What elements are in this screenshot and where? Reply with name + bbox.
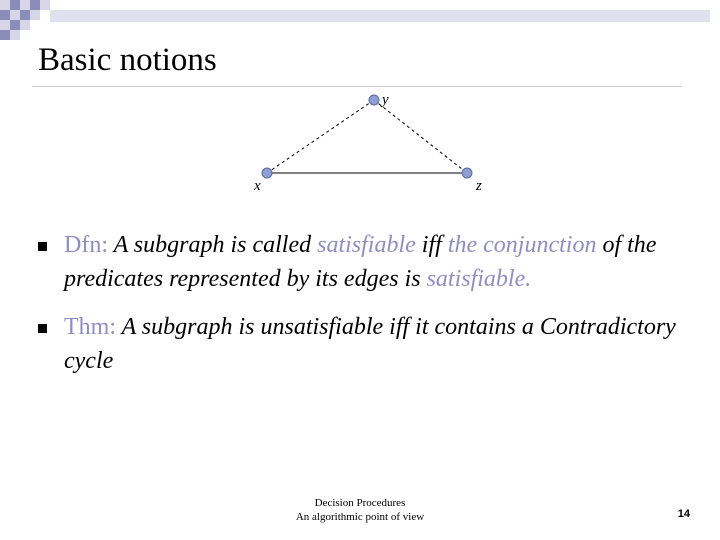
footer xyxy=(260,496,460,524)
footer-line-2: An algorithmic point of view xyxy=(295,511,425,523)
square-bullet-icon xyxy=(38,324,47,333)
node-z xyxy=(462,168,472,178)
definition-text-3: of the predicates represented by its edges is xyxy=(64,232,657,292)
node-y xyxy=(369,95,379,105)
definition-lead: Dfn: xyxy=(64,232,108,258)
node-label-z: z xyxy=(476,178,482,194)
node-x xyxy=(262,168,272,178)
definition-term-satisfiable: satisfiable xyxy=(317,232,416,258)
bullet-theorem xyxy=(36,310,696,378)
node-label-y: y xyxy=(382,92,389,108)
constraint-graph xyxy=(240,86,500,196)
theorem-lead: Thm: xyxy=(64,314,116,340)
definition-text-1: A subgraph is called xyxy=(108,232,318,258)
definition-text-4: . xyxy=(525,266,532,292)
page-number: 14 xyxy=(677,508,690,520)
definition-term-conjunction: the conjunction xyxy=(447,232,597,258)
page-title: Basic notions xyxy=(38,42,217,78)
definition-text-2: iff xyxy=(415,232,448,258)
edge-x-y xyxy=(267,100,374,173)
definition-term-satisfiable-2: satisfiable xyxy=(426,266,526,292)
theorem-text: A subgraph is unsatisfiable iff it contains a Contradictory cycle xyxy=(64,314,676,374)
bullet-definition xyxy=(36,228,696,296)
footer-line-1: Decision Procedures xyxy=(314,497,406,509)
square-bullet-icon xyxy=(38,242,47,251)
edge-y-z xyxy=(374,100,467,173)
bullet-list xyxy=(36,228,696,392)
node-label-x: x xyxy=(254,178,261,194)
